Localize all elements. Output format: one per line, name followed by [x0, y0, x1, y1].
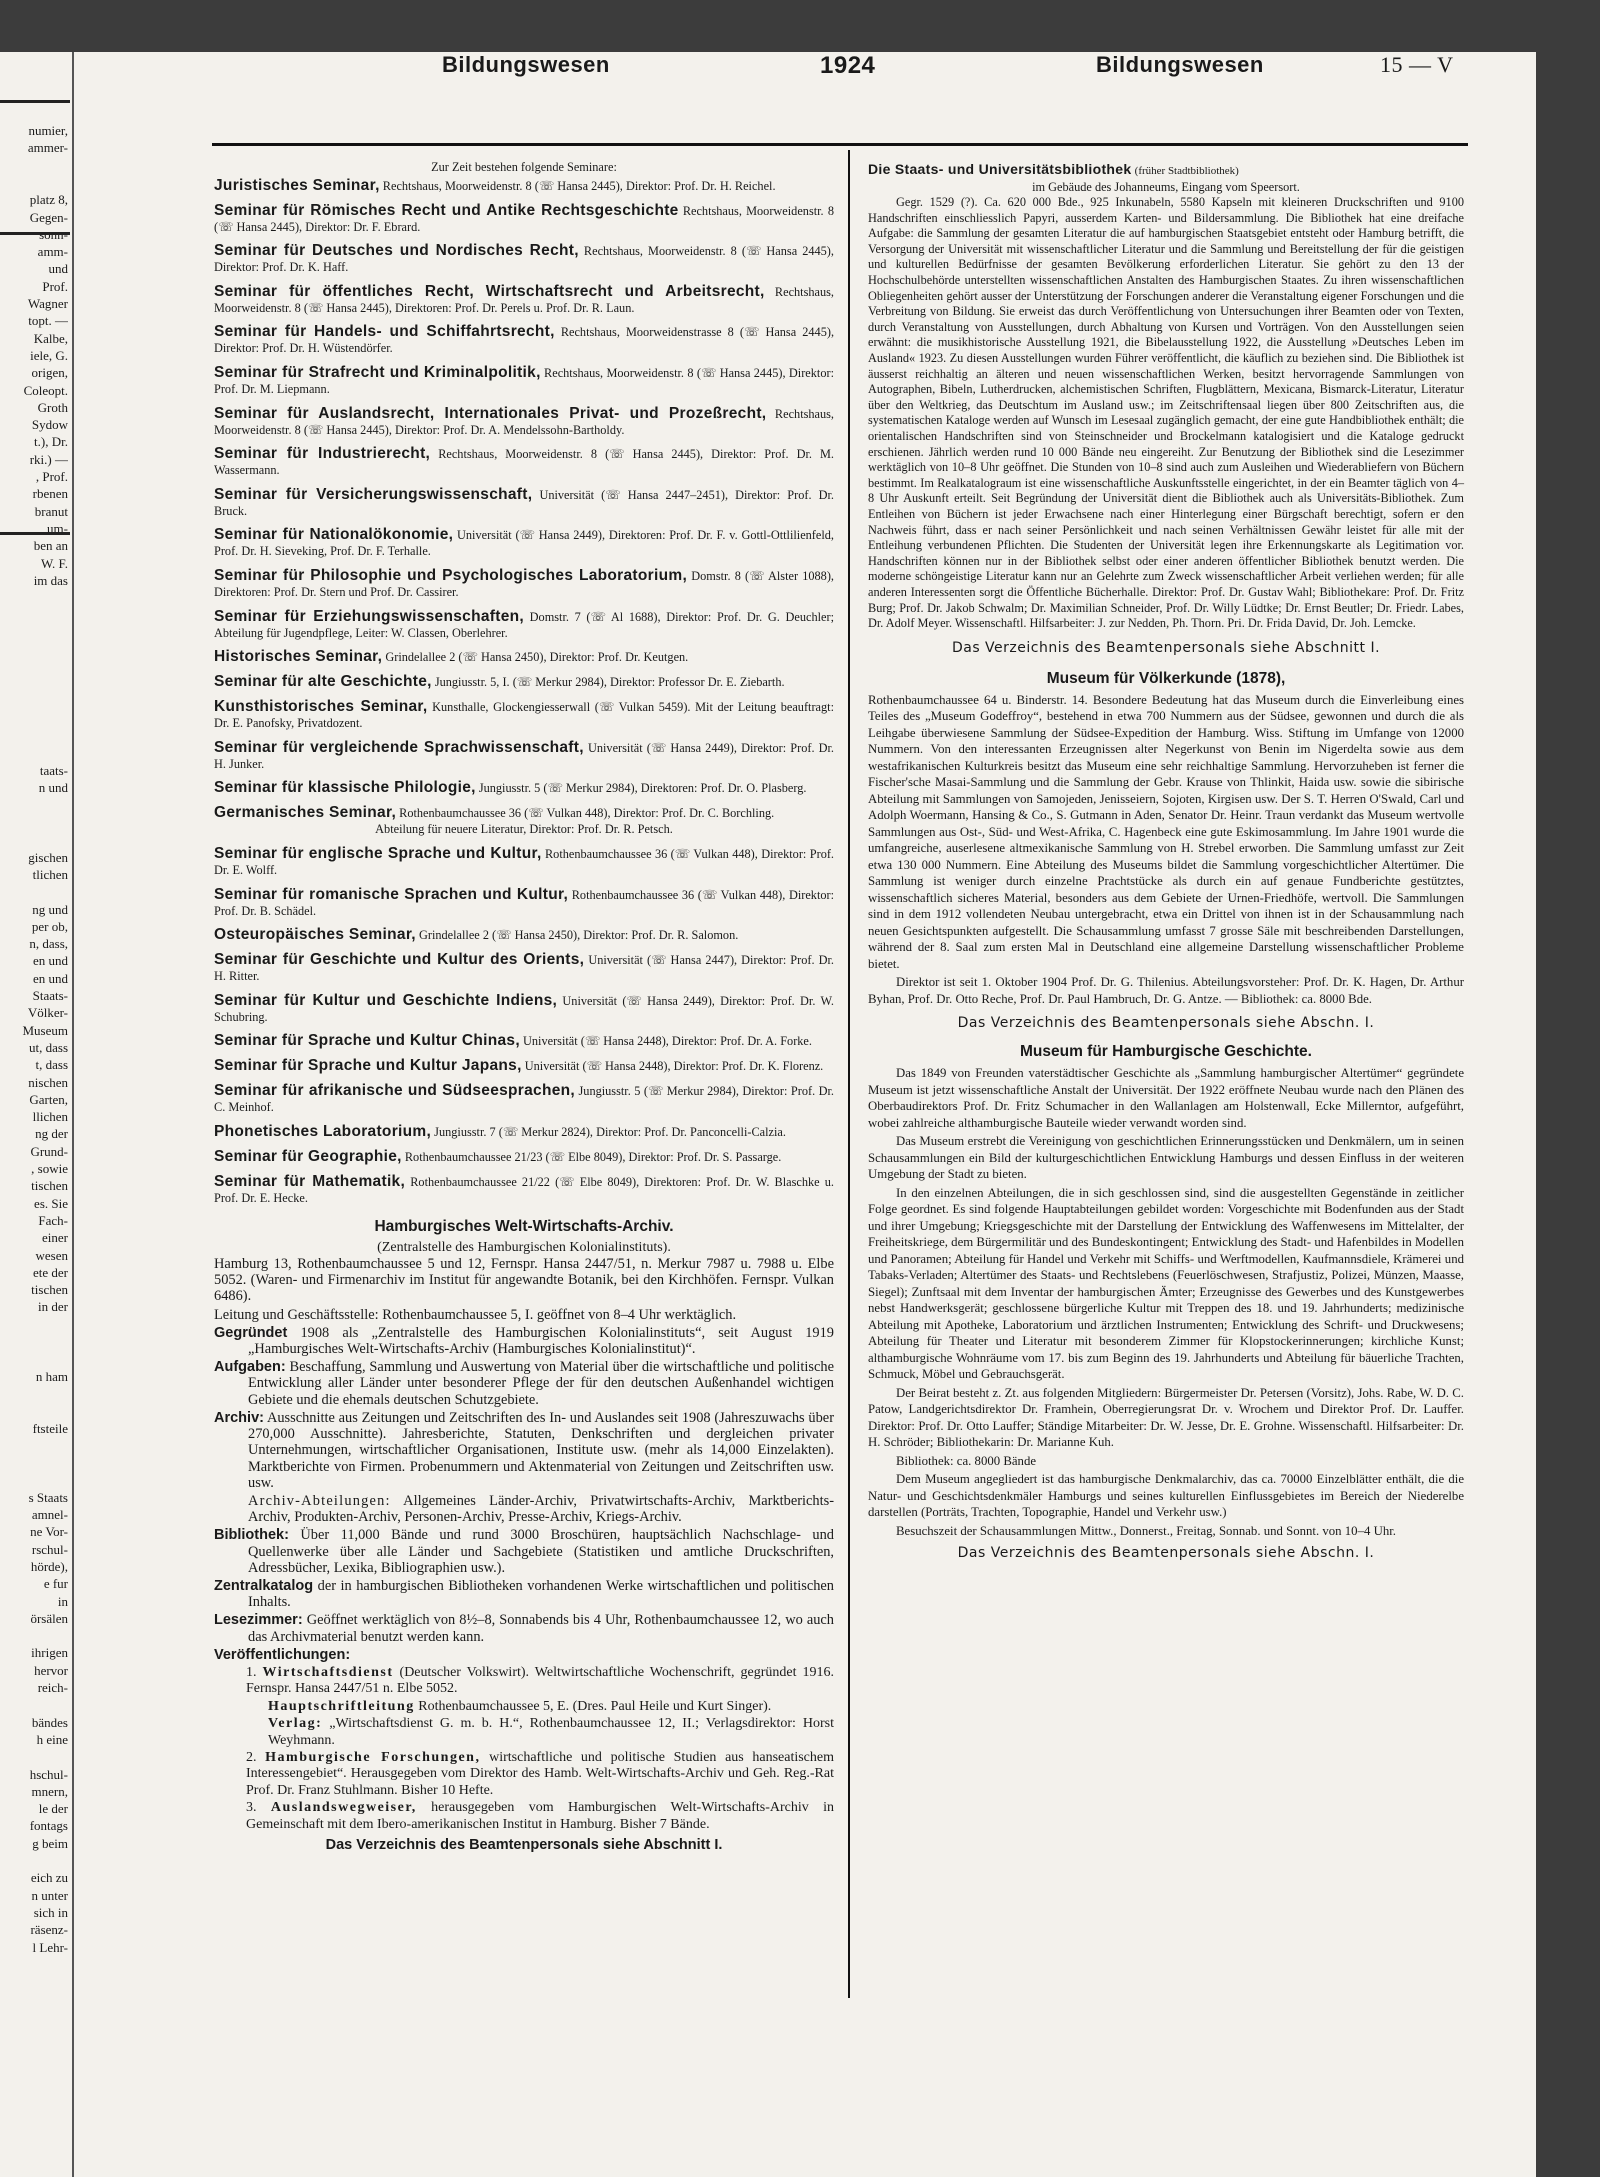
- prev-page-fragment: ben an: [33, 538, 68, 554]
- prev-page-fragment: s Staats: [28, 1489, 68, 1505]
- lesezimmer-label: Lesezimmer:: [214, 1612, 303, 1629]
- seminar-entry: [214, 404, 834, 439]
- prev-page-fragment: ng der: [35, 1126, 68, 1142]
- header-left-title: Bildungswesen: [442, 52, 610, 77]
- seminar-entry: [214, 925, 834, 944]
- seminar-details: Rothenbaumchaussee 36 (☏ Vulkan 448), Direktor: Prof. Dr. B. Schädel.: [214, 887, 835, 918]
- seminar-details: Rechtshaus, Moorweidenstr. 8 (☏ Hansa 2445), Direktor: Prof. Dr. M. Liepmann.: [214, 365, 834, 396]
- prev-page-fragment: Sydow: [31, 417, 68, 433]
- seminar-name: Seminar für Auslandsrecht, Internationales Privat- und Prozeßrecht,: [214, 404, 767, 422]
- prev-page-fragment: e fur: [43, 1576, 68, 1592]
- prev-page-fragment: mnern,: [31, 1783, 68, 1799]
- archiv-text: Ausschnitte aus Zeitungen und Zeitschriften des In- und Auslandes seit 1908 (Jahreszuwachs über 270,000 Ausschnitte). Jahresberichte, Statuten, Denkschriften und dergleichen privater Unternehmungen, wirtschaftlicher Organisationen, Institute usw. (mehr als 14,000 Einzelakten). Marktberichte von Firmen. Probenummern und Aktenmaterial von Zeitungen und Zeitschriften usw. usw.: [248, 1409, 834, 1491]
- prev-page-fragment: le der: [38, 1801, 68, 1817]
- publication-number: 3.: [246, 1800, 257, 1816]
- publication-title: Auslandswegweiser,: [270, 1800, 417, 1816]
- seminar-details: Rechtshaus, Moorweidenstr. 8 (☏ Hansa 2445), Direktoren: Prof. Dr. Perels u. Prof. Dr. R. Laun.: [214, 284, 834, 315]
- prev-page-fragment: origen,: [31, 365, 68, 381]
- seminar-name: Seminar für Sprache und Kultur Chinas,: [214, 1032, 520, 1050]
- seminar-details: Rechtshaus, Moorweidenstr. 8 (☏ Hansa 2445), Direktor: Prof. Dr. H. Reichel.: [382, 178, 776, 193]
- seminar-entry: [214, 778, 834, 797]
- seminar-entry: [214, 322, 834, 357]
- veroeff-label: Veröffentlichungen:: [214, 1646, 351, 1663]
- prev-page-fragment: hervor: [34, 1662, 68, 1678]
- seminar-entry: [214, 1056, 834, 1075]
- seminar-entry: [214, 647, 834, 666]
- seminar-details: Rothenbaumchaussee 21/22 (☏ Elbe 8049), Direktoren: Prof. Dr. W. Blaschke u. Prof. Dr. E. Hecke.: [214, 1174, 834, 1205]
- prev-page-fragment: Wagner: [27, 296, 68, 311]
- publication-text: Rothenbaumchaussee 5, E. (Dres. Paul Heile und Kurt Singer).: [418, 1698, 772, 1714]
- seminar-name: Juristisches Seminar,: [214, 176, 380, 194]
- seminar-entry: [214, 950, 834, 985]
- prev-page-fragment: rschul-: [31, 1541, 68, 1557]
- prev-page-fragment: , Prof.: [35, 469, 68, 484]
- hist-body-1: Das 1849 von Freunden vaterstädtischer Geschichte als „Sammlung hamburgischer Altertümer“ gegründete Museum ist jetzt wissenschaftliche Anstalt der Universität. Der 1922 eröffnete Neubau wurde nach den Plänen des Oberbaudirektors Prof. Dr. Fritz Schumacher in den Wallanlagen am Holstenwall, Ecke Millerntor, aufgeführt, wobei zahlreiche althamburgische Bauteile wieder verwandt worden sind.: [868, 1066, 1464, 1130]
- seminar-details: Universität (☏ Hansa 2447), Direktor: Prof. Dr. H. Ritter.: [214, 953, 834, 984]
- seminar-entry: [214, 607, 834, 642]
- stub-title: Die Staats- und Universitätsbibliothek: [868, 161, 1132, 177]
- seminar-details: Jungiusstr. 7 (☏ Merkur 2824), Direktor: Prof. Dr. Panconcelli-Calzia.: [434, 1124, 786, 1139]
- seminar-name: Seminar für romanische Sprachen und Kultur,: [214, 885, 569, 903]
- hist-title: Museum für Hamburgische Geschichte.: [1020, 1043, 1312, 1061]
- seminar-details: Rechtshaus, Moorweidenstr. 8 (☏ Hansa 2445), Direktor: Prof. Dr. K. Haff.: [214, 244, 834, 275]
- seminar-name: Seminar für englische Sprache und Kultur,: [214, 844, 542, 862]
- prev-page-fragment: n, dass,: [29, 936, 68, 952]
- seminar-details: Universität (☏ Hansa 2449), Direktor: Prof. Dr. W. Schubring.: [214, 993, 834, 1024]
- publication-title: Verlag:: [268, 1716, 323, 1732]
- seminar-details: Jungiusstr. 5, I. (☏ Merkur 2984), Direktor: Professor Dr. E. Ziebarth.: [434, 675, 785, 690]
- seminar-entry: [214, 201, 834, 236]
- seminar-name: Seminar für afrikanische und Südseesprachen,: [214, 1082, 576, 1100]
- seminar-details: Universität (☏ Hansa 2448), Direktor: Prof. Dr. K. Florenz.: [524, 1059, 824, 1074]
- prev-page-fragment: Coleopt.: [23, 382, 68, 398]
- seminar-entry: [214, 803, 834, 838]
- seminar-name: Seminar für Sprache und Kultur Japans,: [214, 1057, 522, 1075]
- seminar-name: Seminar für Erziehungswissenschaften,: [214, 607, 524, 625]
- hist-body-3: In den einzelnen Abteilungen, die in sich geschlossen sind, sind die ausgestellten Gegenstände in zeitlicher Folge geordnet. Es sind folgende Hauptabteilungen gebildet worden: Vorgeschichte mit Bodenfunden aus der Stadt und ihrer Umgebung; Kriegsgeschichte mit der Darstellung der Entwicklung des Waffenwesens im Mittelalter, der Freiheitskriege, dem Bürgermilitär und des Bundeskontingent; Entwicklung des Stadt- und Hafenbildes in Modellen und Panoramen; Abteilung für Handel und Verkehr mit Schiffs- und Werftmodellen, Kaufmannsdiele, Krämerei und Tabaks-Verladen; Altertümer des Staats- und Rechtslebens (Feuerlöschwesen, Strafjustiz, Polizei, Münzen, Maasse, Siegel); Zunftsaal mit dem Inventar der hamburgischen Ämter; Erzeugnisse des Gewerbes und des Kunstgewerbes nebst Handwerksgerät; geschlossene bürgerliche Kultur mit Treppen des 18. und 19. Jahrhunderts; medizinische Abteilung mit Apotheke, Laboratorium und ärztlichen Instrumenten; Entwicklung des Schrift- und Druckwesens; Abteilung für Theater und Literatur mit besonderem Zimmer für Klopstockerinnerungen; kirchliche Kunst; althamburgische Wohnräume vom 17. bis zum Beginn des 19. Jahrhunderts und Abteilung für bäuerliche Trachten, Schmuck, Möbel und Gebrauchsgerät.: [868, 1185, 1464, 1382]
- prev-page-fragment: rki.) —: [29, 451, 68, 467]
- hist-body-5: Bibliothek: ca. 8000 Bände: [896, 1453, 1037, 1468]
- aufgaben-block: [214, 1359, 834, 1408]
- seminar-entry: [214, 1031, 834, 1050]
- publication-item: [268, 1716, 834, 1749]
- prev-page-fragment: iele, G.: [30, 347, 68, 363]
- publication-item: [246, 1800, 834, 1833]
- zentralkatalog-label: Zentralkatalog: [214, 1577, 314, 1594]
- publication-text: „Wirtschaftsdienst G. m. b. H.“, Rothenbaumchaussee 12, II.; Verlagsdirektor: Horst Weyhmann.: [268, 1716, 834, 1748]
- seminar-name: Seminar für Strafrecht und Kriminalpolitik,: [214, 363, 541, 381]
- left-column: [214, 160, 834, 1857]
- seminar-entry: [214, 672, 834, 691]
- prev-page-fragment: fontags: [29, 1818, 68, 1834]
- prev-page-fragment: W. F.: [40, 555, 68, 571]
- publication-title: Wirtschaftsdienst: [262, 1664, 394, 1680]
- prev-page-fragment: Kalbe,: [33, 330, 68, 346]
- seminar-entry: [214, 485, 834, 520]
- seminar-name: Seminar für Philosophie und Psychologisches Laboratorium,: [214, 566, 688, 584]
- seminar-name: Seminar für Industrierecht,: [214, 445, 431, 463]
- prev-page-fragment: n und: [38, 780, 68, 796]
- prev-page-fragment: Fach-: [38, 1212, 68, 1228]
- stub-paren: (früher Stadtbibliothek): [1134, 165, 1239, 177]
- seminar-details: Rechtshaus, Moorweidenstr. 8 (☏ Hansa 2445), Direktor: Prof. Dr. A. Mendelssohn-Bartholdy.: [214, 406, 835, 437]
- abteilungen-label: Archiv-Abteilungen:: [248, 1492, 391, 1509]
- prev-page-fragment: Gegen-: [29, 209, 68, 225]
- prev-page-fragment: einer: [42, 1230, 68, 1246]
- seminar-name: Seminar für Nationalökonomie,: [214, 526, 454, 544]
- prev-page-fragment: ammer-: [27, 140, 68, 156]
- zentralkatalog-text: der in hamburgischen Bibliotheken vorhandenen Werke wirtschaftlichen und politischen Inhalts.: [248, 1577, 834, 1611]
- stub-body: Gegr. 1529 (?). Ca. 620 000 Bde., 925 Inkunabeln, 5580 Kapseln mit kleineren Druckschriften und 9100 Handschriften einschliesslich Papyri, ausserdem Karten- und Bildersammlung. Die Bibliothek hat eine dreifache Aufgabe: die Sammlung der gesamten Literatur die auf hamburgischen Staatsgebiet entsteht oder Hamburg betrifft, die Versorgung der Universität mit wissenschaftlicher Literatur und die Sammlung und Bereitstellung der für die geistigen und kulturellen Bedürfnisse der gesamten Bevölkerung erforderlichen Literatur. Sie gehört zu den 13 der Hochschulbehörde unterstellten wissenschaftlichen Anstalten des Hamburgischen Staates. Zu ihren wissenschaftlichen Obliegenheiten gehört ausser der Unterstützung der Forschungen anderer die Veranstaltung eigener Forschungen und die Verbreitung von Bildung. Sie erweist das durch Veröffentlichung von Untersuchungen ihrer Beamten oder von Texten, durch Veranstaltung von Ausstellungen, durch Abhaltung von Kursen und Vorträgen. Von den Ausstellungen seien erwähnt: die musikhistorische Ausstellung 1921, die Bibelausstellung 1922, die Ausstellung »Deutsches Leben im Ausland« 1923. Zu diesen Ausstellungen wurden Führer veröffentlicht, die käuflich zu beziehen sind. Die Bibliothek ist äusserst reichhaltig an älteren und neuen wissenschaftlichen Werken, besitzt hervorragende Sammlungen von Autographen, Bibeln, Lutherdrucken, alchemistischen Schriften, Flugblättern, Mexicana, Bismarck-Literatur, Literatur über den Weltkrieg, das Deutschtum im Ausland usw.; im Zeitschriftensaal liegen über 800 Zeitschriften aus, die systematischen Kataloge werden auf Wunsch im Lesesaal zugänglich gemacht, der eine gute Handbibliothek enthält; die orientalischen Handschriften sind von Steinschneider und Brockelmann katalogisiert und die Kataloge gedruckt erschienen. Jährlich werden rund 10 000 Bände neu eingereiht. Zur Benutzung der Bibliothek sind die Lesezimmer werktäglich von 10–8 Uhr geöffnet. Die Stunden von 10–8 sind auch zum Ausleihen und Wiederabliefern von Büchern bestimmt. Im Realkatalograum ist eine wissenschaftliche Auskunftsstelle eingerichtet, in der ein Beamter täglich von 4–8 Uhr Auskunft erteilt. Seit Begründung der Universität dient die Bibliothek auch als Universitäts-Bibliothek. Zum Entleihen von Büchern ist jeder Erwachsene nach einer Hinterlegung einer Bürgschaft berechtigt, sofern er den Nachweis führt, dass er nach seiner Persönlichkeit und nach seinen Verhältnissen Gewähr leistet für alle mit der Entleihung verbundenen Pflichten. Die Studenten der Universität legen ihre Erkennungskarte als Legitimation vor. Handschriften können nur in der Bibliothek selbst oder einer anderen öffentlicher Bibliothek benutzt werden. Die moderne schöngeistige Literatur kann nur an Gelehrte zum Zweck wissenschaftlicher Arbeit verliehen werden; für alle anderen Interessenten sorgt die Öffentliche Bücherhalle. Direktor: Prof. Dr. Gustav Wahl; Bibliothekare: Prof. Dr. Fritz Burg; Prof. Dr. Jakob Schwalm; Dr. Maximilian Schneider, Prof. Dr. Willy Lüdtke; Dr. Ernst Beutler; Dr. Friedr. Labes, Dr. Adolf Meyer. Wissenschaftl. Hilfsarbeiter: J. zur Nedden, Ph. Thorn. Pri. Dr. Frida David, Dr. Joh. Lemcke.: [868, 195, 1464, 631]
- seminar-entry: [214, 1172, 834, 1207]
- page-header: [212, 52, 1468, 88]
- aufgaben-label: Aufgaben:: [214, 1359, 286, 1376]
- seminar-details: Rothenbaumchaussee 36 (☏ Vulkan 448), Direktor: Prof. Dr. C. Borchling.: [399, 806, 775, 821]
- zentralkatalog-block: [214, 1578, 834, 1610]
- seminar-entry: [214, 241, 834, 276]
- hist-body-6: Dem Museum angegliedert ist das hamburgische Denkmalarchiv, das ca. 70000 Einzelblätter enthält, die die Natur- und Geschichtsdenkmäler Hamburgs und seines kulturellen Einflussgebietes im Bereich der Niederelbe darstellen (Porträts, Trachten, Topographie, Handel und Verkehr usw.): [868, 1472, 1464, 1520]
- seminar-entry: [214, 566, 834, 601]
- veroeff-block: [214, 1647, 834, 1663]
- header-right-title: Bildungswesen: [1096, 52, 1264, 77]
- archiv-label: Archiv:: [214, 1409, 264, 1426]
- previous-page-edge: [0, 52, 74, 2177]
- seminar-details: Jungiusstr. 5 (☏ Merkur 2984), Direktor: Prof. Dr. C. Meinhof.: [214, 1084, 834, 1115]
- publication-text: (Deutscher Volkswirt). Weltwirtschaftliche Wochenschrift, gegründet 1916. Fernspr. Hansa 2447/51 n. Elbe 5052.: [246, 1664, 835, 1697]
- seminar-list: [214, 176, 834, 1207]
- prev-page-fragment: bändes: [31, 1714, 68, 1730]
- prev-page-fragment: örsälen: [30, 1610, 68, 1626]
- prev-page-fragment: sonn-: [39, 226, 68, 242]
- seminar-entry: [214, 885, 834, 920]
- right-ref-2: Das Verzeichnis des Beamtenpersonals siehe Abschn. I.: [957, 1015, 1375, 1032]
- prev-page-fragment: Garten,: [29, 1091, 68, 1107]
- stub-heading: [868, 160, 1464, 180]
- bibliothek-block: [214, 1527, 834, 1576]
- bibliothek-text: Über 11,000 Bände und rund 3000 Broschüren, hauptsächlich Nachschlage- und Quellenwerke über alle Länder und Sachgebiete (Statistiken und amtliche Druckschriften, Adressbücher, Lexika, Bibliographien usw.).: [248, 1527, 834, 1576]
- seminar-name: Kunsthistorisches Seminar,: [214, 698, 428, 716]
- prev-page-fragment: ihrigen: [31, 1645, 68, 1661]
- seminar-name: Seminar für alte Geschichte,: [214, 673, 432, 691]
- prev-page-fragment: räsenz-: [30, 1922, 68, 1938]
- seminar-name: Germanisches Seminar,: [214, 804, 397, 822]
- header-rule: [212, 143, 1468, 146]
- seminar-details: Rothenbaumchaussee 36 (☏ Vulkan 448), Direktor: Prof. Dr. E. Wolff.: [214, 846, 835, 877]
- header-page-number: 15 — V: [1380, 52, 1454, 77]
- seminar-name: Seminar für Versicherungswissenschaft,: [214, 485, 533, 503]
- prev-page-fragment: en und: [32, 953, 68, 969]
- prev-page-fragment: topt. —: [28, 313, 68, 329]
- seminar-name: Osteuropäisches Seminar,: [214, 926, 416, 944]
- seminars-intro: Zur Zeit bestehen folgende Seminare:: [431, 160, 617, 174]
- hist-body-7: Besuchszeit der Schausammlungen Mittw., Donnerst., Freitag, Sonnab. und Sonnt. von 10–4 Uhr.: [896, 1523, 1396, 1538]
- abteilungen-text: Allgemeines Länder-Archiv, Privatwirtschafts-Archiv, Marktberichts-Archiv, Produkten-Archiv, Personen-Archiv, Presse-Archiv, Kriegs-Archiv.: [248, 1492, 834, 1526]
- prev-page-fragment: hörde),: [30, 1558, 68, 1574]
- prev-page-fragment: sich in: [33, 1904, 68, 1920]
- publication-list: [214, 1665, 834, 1833]
- seminar-details: Domstr. 8 (☏ Alster 1088), Direktoren: Prof. Dr. Stern und Prof. Dr. Cassirer.: [214, 568, 835, 599]
- seminar-details: Universität (☏ Hansa 2449), Direktoren: Prof. Dr. F. v. Gottl-Ottlilienfeld, Prof. Dr. H. Sieveking, Prof. Dr. F. Terhalle.: [214, 528, 834, 559]
- seminar-name: Historisches Seminar,: [214, 648, 383, 666]
- seminar-entry: [214, 844, 834, 879]
- seminar-details: Grindelallee 2 (☏ Hansa 2450), Direktor: Prof. Dr. R. Salomon.: [418, 928, 739, 943]
- header-year: 1924: [820, 52, 876, 79]
- prev-page-fragment: llichen: [32, 1109, 68, 1125]
- publication-text: herausgegeben vom Hamburgischen Welt-Wirtschafts-Archiv in Gemeinschaft mit dem Ibero-amerikanischen Institut in Hamburg. Bisher 7 Bände.: [246, 1800, 834, 1832]
- archiv-block: [214, 1410, 834, 1491]
- seminar-entry: [214, 363, 834, 398]
- prev-page-fragment: ng und: [32, 901, 68, 917]
- voelker-body-2: Direktor ist seit 1. Oktober 1904 Prof. Dr. G. Thilenius. Abteilungsvorsteher: Prof. Dr. K. Hagen, Dr. Arthur Byhan, Prof. Dr. Otto Reche, Prof. Dr. Paul Hambruch, Dr. G. Antze. — Bibliothek: ca. 8000 Bde.: [868, 975, 1464, 1006]
- prev-page-fragment: numier,: [28, 123, 68, 138]
- prev-page-rule: [0, 532, 70, 535]
- seminar-name: Seminar für öffentliches Recht, Wirtschaftsrecht und Arbeitsrecht,: [214, 282, 765, 300]
- prev-page-fragment: platz 8,: [29, 192, 68, 208]
- seminar-extra: Abteilung für neuere Literatur, Direktor: Prof. Dr. R. Petsch.: [375, 822, 673, 837]
- seminar-name: Phonetisches Laboratorium,: [214, 1122, 432, 1140]
- seminar-name: Seminar für vergleichende Sprachwissenschaft,: [214, 738, 584, 756]
- seminar-name: Seminar für Römisches Recht und Antike Rechtsgeschichte: [214, 201, 679, 219]
- archiv-title: Hamburgisches Welt-Wirtschafts-Archiv.: [374, 1218, 674, 1236]
- prev-page-fragment: um-: [47, 520, 68, 536]
- prev-page-fragment: amnel-: [31, 1507, 68, 1522]
- seminar-details: Jungiusstr. 5 (☏ Merkur 2984), Direktoren: Prof. Dr. O. Plasberg.: [478, 781, 807, 796]
- gegruendet-label: Gegründet: [214, 1324, 288, 1341]
- prev-page-fragment: ftsteile: [32, 1420, 68, 1436]
- seminar-entry: [214, 1147, 834, 1166]
- prev-page-fragment: Grund-: [30, 1143, 68, 1159]
- right-column: [868, 160, 1464, 1571]
- voelker-body-1: Rothenbaumchaussee 64 u. Binderstr. 14. Besondere Bedeutung hat das Museum durch die Einverleibung eines Teiles des „Museum Godeffroy“, bestehend in etwa 700 Nummern aus der Südsee, gewonnen und durch die als Leihgabe überwiesene Sammlung der Südsee-Expedition der Hamburg. Wiss. Stiftung im Umfange von 12000 Nummern. Von den interessanten Erzeugnissen alter Negerkunst von Benin im Nigerdelta sowie aus dem westafrikanischen Kulturkreis besitzt das Museum eine sehr reichhaltige Sammlung. Hervorzuheben ist ferner die Fischer'sche Masai-Sammlung und die Sammlung der Gebr. Krause von Thlinkit, Haida usw. sowie die sibirische Abteilung mit Sammlungen von Samojeden, Jenisseiern, Sojoten, Kirgisen usw. Der S. T. Herren O'Swald, Carl und Adolph Woermann, Hansing & Co., S. Gutmann in Aden, Senator Dr. Heinr. Traun verdankt das Museum wertvolle Sammlungen aus Ost-, Süd- und West-Afrika, C. Hagenbeck eine gute Eskimosammlung. Im Jahre 1901 wurde die umfangreiche, auserlesene altmexikanische Sammlung von H. Strebel erworben. Die Sammlung umfasst zur Zeit etwa 130 000 Nummern. Eine Abteilung des Museums bildet die Sammlung vorgeschichtlicher Altertümer. Die Sammlung ist weniger durch einzelne Prachtstücke als durch ein auf genaue Fundberichte gestütztes, wissenschaftlich sicheres Material, besonders aus dem Gebiete der Urnen-Friedhöfe, wertvoll. Die Sammlungen sind in dem 1912 vollendeten Neubau untergebracht, etwa ein Drittel von ihnen ist in der Schausammlung nach neuen Gesichtspunkten aufgestellt. Die Schausammlung umfasst 7 grosse Säle mit beschreibenden Darstellungen, während der 8. Saal zum ersten Mal in Deutschland eine allgemeine Darstellung wissenschaftlicher Probleme bietet.: [868, 692, 1464, 971]
- seminar-entry: [214, 1081, 834, 1116]
- gegruendet-text: 1908 als „Zentralstelle des Hamburgischen Kolonialinstituts“, seit August 1919 „Hamburgisches Welt-Wirtschafts-Archiv (Hamburgisches Kolonialinstitut)“.: [248, 1324, 834, 1358]
- prev-page-fragment: branut: [34, 503, 68, 519]
- prev-page-fragment: t, dass: [35, 1057, 68, 1073]
- prev-page-fragment: tischen: [31, 1282, 68, 1298]
- seminar-entry: [214, 444, 834, 479]
- publication-text: wirtschaftliche und politische Studien aus hanseatischem Interessengebiet“. Herausgegeben vom Direktor des Hamb. Welt-Wirtschafts-Archiv und Geh. Reg.-Rat Prof. Dr. Franz Stuhlmann. Bisher 10 Hefte.: [246, 1749, 834, 1798]
- seminar-details: Universität (☏ Hansa 2448), Direktor: Prof. Dr. A. Forke.: [523, 1034, 812, 1049]
- prev-page-fragment: g beim: [32, 1835, 68, 1851]
- seminar-details: Rechtshaus, Moorweidenstr. 8 (☏ Hansa 2445), Direktor: Prof. Dr. M. Wassermann.: [214, 447, 834, 478]
- seminar-details: Grindelallee 2 (☏ Hansa 2450), Direktor: Prof. Dr. Keutgen.: [385, 650, 689, 665]
- prev-page-fragment: ne Vor-: [30, 1524, 68, 1540]
- voelker-title: Museum für Völkerkunde (1878),: [1046, 669, 1286, 687]
- prev-page-fragment: en und: [32, 970, 68, 986]
- archiv-address: Hamburg 13, Rothenbaumchaussee 5 und 12, Fernspr. Hansa 2447/51, n. Merkur 7987 u. 7988 u. Elbe 5052. (Waren- und Firmenarchiv im Institut für angewandte Botanik, bei den Kirchhöfen. Fernspr. Vulkan 6486).: [214, 1256, 834, 1305]
- prev-page-fragment: l Lehr-: [32, 1939, 68, 1955]
- seminar-name: Seminar für Mathematik,: [214, 1172, 406, 1190]
- right-ref-1: Das Verzeichnis des Beamtenpersonals siehe Abschnitt I.: [951, 639, 1381, 656]
- seminar-details: Rechtshaus, Moorweidenstrasse 8 (☏ Hansa 2445), Direktor: Prof. Dr. H. Wüstendörfer.: [214, 325, 835, 356]
- prev-page-fragment: Völker-: [27, 1005, 68, 1021]
- seminar-entry: [214, 991, 834, 1026]
- prev-page-fragment: n unter: [31, 1887, 68, 1903]
- prev-page-fragment: tischen: [31, 1178, 68, 1194]
- prev-page-fragment: taats-: [39, 763, 68, 779]
- prev-page-fragment: es. Sie: [34, 1195, 68, 1211]
- seminar-entry: [214, 738, 834, 773]
- prev-page-fragment: wesen: [35, 1247, 68, 1263]
- hist-body-4: Der Beirat besteht z. Zt. aus folgenden Mitgliedern: Bürgermeister Dr. Petersen (Vorsitz), Johs. Rabe, W. D. C. Patow, Landgerichtsdirektor Dr. Framhein, Oberregierungsrat Dr. v. Wrochem und Direktor Prof. Dr. Lauffer. Direktor: Prof. Dr. Otto Lauffer; Ständige Mitarbeiter: Dr. W. Jesse, Dr. E. Grohne. Wissenschaftl. Hilfsarbeiter: Dr. H. Schröder; Bibliothekarin: Dr. Marianne Kuh.: [868, 1385, 1464, 1450]
- seminar-name: Seminar für Geschichte und Kultur des Orients,: [214, 951, 585, 969]
- publication-number: 1.: [246, 1664, 257, 1680]
- prev-page-fragment: , sowie: [31, 1161, 68, 1176]
- prev-page-fragment: amm-: [37, 244, 68, 260]
- prev-page-fragment: Groth: [37, 399, 68, 415]
- publication-item: [268, 1699, 834, 1715]
- archiv-leitung: Leitung und Geschäftsstelle: Rothenbaumchaussee 5, I. geöffnet von 8–4 Uhr werktäglich.: [214, 1306, 737, 1323]
- prev-page-fragment: und: [48, 261, 68, 277]
- prev-page-fragment: ut, dass: [29, 1039, 68, 1055]
- prev-page-rule: [0, 100, 70, 103]
- lesezimmer-text: Geöffnet werktäglich von 8½–8, Sonnabends bis 4 Uhr, Rothenbaumchaussee 12, wo auch das Archivmaterial benutzt werden kann.: [248, 1612, 834, 1645]
- prev-page-fragment: im das: [33, 572, 68, 588]
- seminar-entry: [214, 282, 834, 317]
- prev-page-fragment: tlichen: [32, 866, 68, 882]
- aufgaben-text: Beschaffung, Sammlung und Auswertung von Material über die wirtschaftliche und politische Entwicklung aller Länder unter besonderer Pflege der für den deutschen Außenhandel wichtigen Gebiete und die ehemals deutschen Schutzgebiete.: [248, 1359, 834, 1408]
- archiv-subtitle: (Zentralstelle des Hamburgischen Kolonialinstituts).: [377, 1240, 671, 1256]
- gegruendet-block: [214, 1325, 834, 1357]
- seminar-details: Domstr. 7 (☏ Al 1688), Direktor: Prof. Dr. G. Deuchler; Abteilung für Jugendpflege, Leiter: W. Classen, Oberlehrer.: [214, 609, 835, 640]
- seminar-details: Rothenbaumchaussee 21/23 (☏ Elbe 8049), Direktor: Prof. Dr. S. Passarge.: [404, 1149, 782, 1164]
- column-divider: [848, 150, 850, 1998]
- publication-number: 2.: [246, 1749, 257, 1765]
- seminar-entry: [214, 525, 834, 560]
- prev-page-fragment: gischen: [28, 849, 68, 865]
- prev-page-fragment: rbenen: [32, 486, 68, 502]
- publication-item: [246, 1665, 834, 1698]
- seminar-details: Kunsthalle, Glockengiesserwall (☏ Vulkan 5459). Mit der Leitung beauftragt: Dr. E. Panofsky, Privatdozent.: [214, 700, 835, 731]
- seminar-entry: [214, 1122, 834, 1141]
- prev-page-fragment: nischen: [28, 1074, 68, 1090]
- prev-page-rule: [0, 232, 70, 235]
- prev-page-fragment: hschul-: [29, 1766, 68, 1782]
- prev-page-fragment: Museum: [22, 1022, 68, 1038]
- prev-page-fragment: ete der: [32, 1264, 68, 1280]
- right-ref-3: Das Verzeichnis des Beamtenpersonals siehe Abschn. I.: [957, 1545, 1375, 1562]
- prev-page-fragment: reich-: [37, 1680, 68, 1695]
- hist-body-2: Das Museum erstrebt die Vereinigung von geschichtlichen Erinnerungsstücken und Denkmälern, um in seinen Schausammlungen ein Bild der kulturgeschichtlichen Entwicklung Hamburgs und dessen Einfluss in der weiteren Umgebung der Stadt zu bieten.: [868, 1134, 1464, 1182]
- prev-page-fragment: t.), Dr.: [34, 434, 68, 450]
- prev-page-fragment: per ob,: [31, 918, 68, 934]
- seminar-entry: [214, 697, 834, 732]
- bibliothek-label: Bibliothek:: [214, 1527, 289, 1544]
- seminar-name: Seminar für Kultur und Geschichte Indiens,: [214, 991, 558, 1009]
- abteilungen-block: [214, 1493, 834, 1525]
- publication-item: [246, 1750, 834, 1799]
- prev-page-fragment: eich zu: [30, 1870, 68, 1886]
- seminar-name: Seminar für Geographie,: [214, 1147, 402, 1165]
- publication-title: Hauptschriftleitung: [268, 1698, 415, 1714]
- prev-page-fragment: Prof.: [42, 278, 68, 294]
- prev-page-fragment: h eine: [36, 1731, 68, 1747]
- seminar-name: Seminar für klassische Philologie,: [214, 779, 476, 797]
- seminar-entry: [214, 176, 834, 195]
- lesezimmer-block: [214, 1612, 834, 1644]
- prev-page-fragment: n ham: [35, 1368, 68, 1384]
- seminar-details: Universität (☏ Hansa 2447–2451), Direktor: Prof. Dr. Bruck.: [214, 487, 834, 518]
- prev-page-fragment: in: [57, 1593, 68, 1609]
- seminar-details: Rechtshaus, Moorweidenstr. 8 (☏ Hansa 2445), Direktor: Dr. F. Ebrard.: [214, 203, 834, 234]
- publication-title: Hamburgische Forschungen,: [265, 1749, 481, 1765]
- prev-page-fragment: Staats-: [32, 988, 68, 1003]
- stub-location: im Gebäude des Johanneums, Eingang vom Speersort.: [1032, 179, 1300, 194]
- prev-page-fragment: in der: [38, 1299, 68, 1315]
- seminar-name: Seminar für Handels- und Schiffahrtsrecht,: [214, 323, 555, 341]
- seminar-name: Seminar für Deutsches und Nordisches Recht,: [214, 242, 579, 260]
- left-footer-ref: Das Verzeichnis des Beamtenpersonals siehe Abschnitt I.: [325, 1837, 723, 1853]
- seminar-details: Universität (☏ Hansa 2449), Direktor: Prof. Dr. H. Junker.: [214, 740, 835, 771]
